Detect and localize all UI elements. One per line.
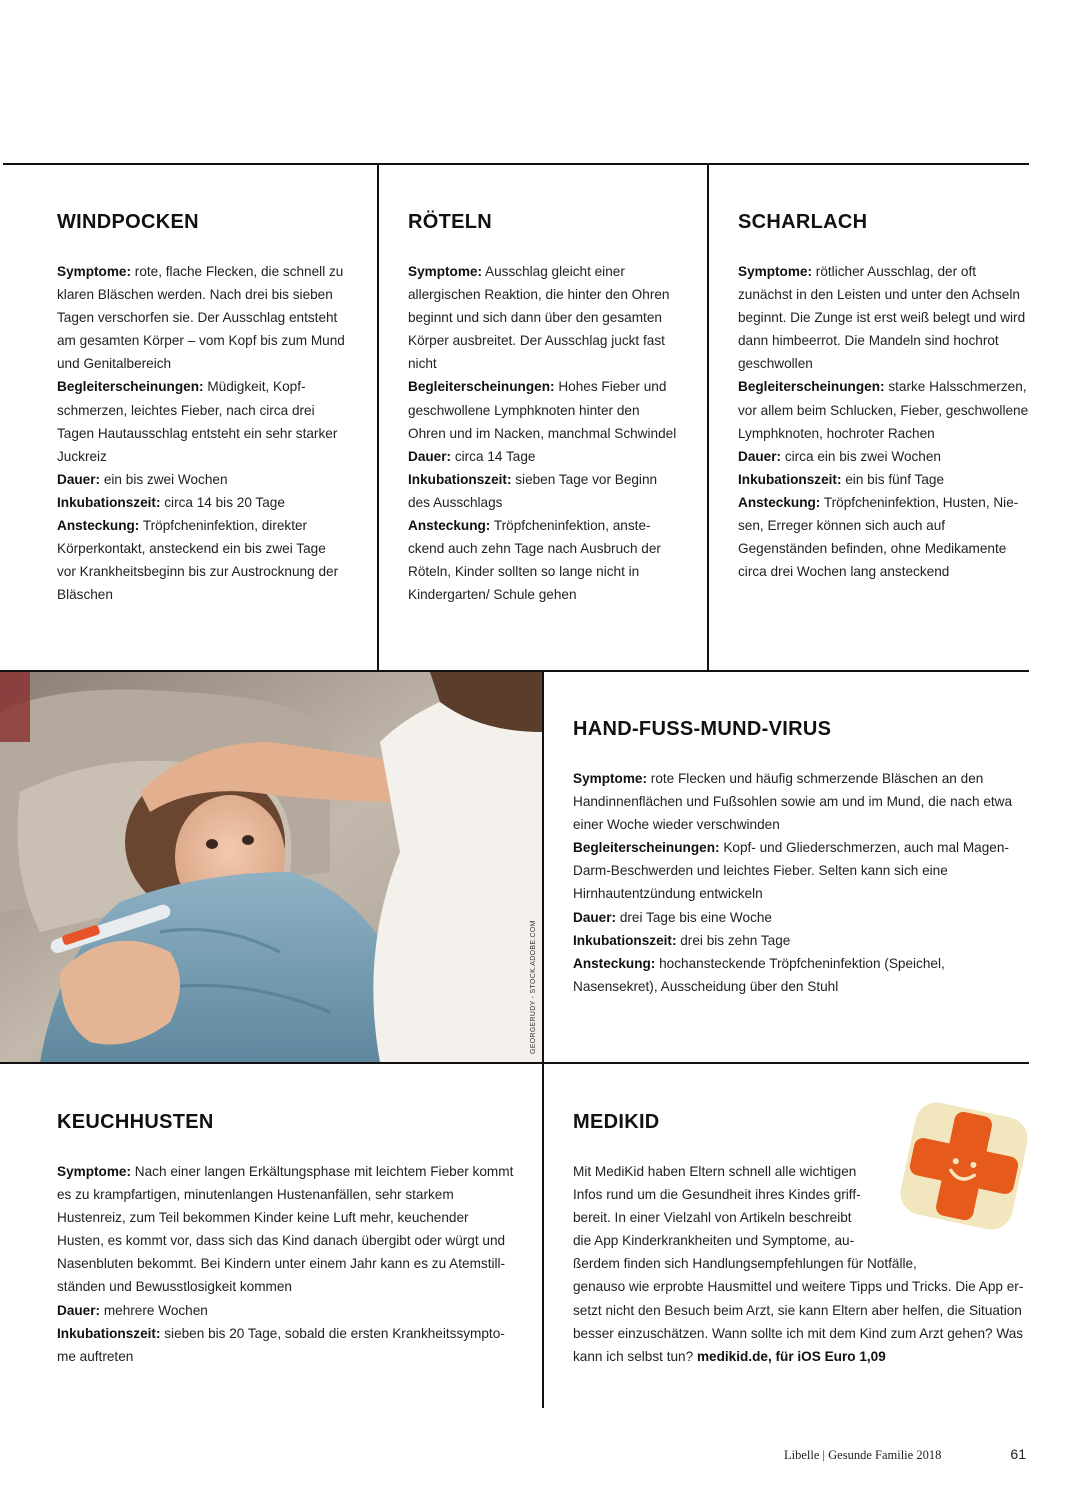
medikid-link: medikid.de, für iOS Euro 1,09 xyxy=(696,1348,886,1364)
section-roeteln xyxy=(408,211,680,606)
vertical-rule-1 xyxy=(377,163,379,671)
section-body: Symptome: Ausschlag gleicht einer allergischen Reaktion, die hinter den Ohren beginnt und sich dann über den gesamten Körper ausbreitet. Der Ausschlag juckt fast nicht Begleiterscheinungen: Hohes Fieber und geschwollene Lymphknoten hinter den Ohren und im Nacken, manchmal Schwindel Dauer: circa 14 Tage Inkubationszeit: sieben Tage vor Beginn des Ausschlags Ansteckung: Tröpfcheninfektion, ansteckend auch zehn Tage nach Ausbruch der Röteln, Kinder sollten so lange nicht in Kindergarten/ Schule gehen xyxy=(408,264,677,603)
section-windpocken xyxy=(57,211,347,606)
medikid-app-icon xyxy=(893,1095,1035,1237)
section-title: WINDPOCKEN xyxy=(57,211,199,233)
page-number: 61 xyxy=(1010,1446,1026,1462)
section-body: Symptome: rote Flecken und häufig schmerzende Bläschen an den Handinnenflächen und Fußsohlen sowie am und im Mund, die nach etwa einer Woche wieder verschwinden Begleiterscheinungen: Kopf- und Gliederschmerzen, auch mal Magen-Darm-Beschwerden und leichtes Fieber. Selten kann sich eine Hirnhautentzündung entwickeln Dauer: drei Tage bis eine Woche Inkubationszeit: drei bis zehn Tage Ansteckung: hochansteckende Tröpfcheninfektion (Speichel, Nasensekret), Ausscheidung über den Stuhl xyxy=(573,771,1013,994)
top-rule xyxy=(3,163,1029,165)
footer-publication: Libelle | Gesunde Familie 2018 xyxy=(784,1448,942,1462)
section-body: Mit MediKid haben Eltern schnell alle wichtigen Infos rund um die Gesundheit ihres Kindes griff- bereit. In einer Vielzahl von Artikeln beschreibt die App Kinderkrankheiten und Symptome, au- ßerdem finden sich Handlungsempfehlungen für Notfälle, genauso wie erprobte Hausmittel und weitere Tipps und Tricks. Die App ersetzt nicht den Besuch beim Arzt, sie kann Eltern aber helfen, die Situation besser einzuschätzen. Wann sollte ich mit dem Kind zum Arzt gehen? Was kann ich selbst tun? medikid.de, für iOS Euro 1,09 xyxy=(573,1164,1024,1364)
section-title: MEDIKID xyxy=(573,1111,660,1133)
section-body: Symptome: rote, flache Flecken, die schnell zu klaren Bläschen werden. Nach drei bis sieben Tagen verschorfen sie. Der Ausschlag entsteht am gesamten Körper – vom Kopf bis zum Mund und Genitalbereich Begleiterscheinungen: Müdigkeit, Kopfschmerzen, leichtes Fieber, nach circa drei Tagen Hautausschlag entsteht ein sehr starker Juckreiz Dauer: ein bis zwei Wochen Inkubationszeit: circa 14 bis 20 Tage Ansteckung: Tröpfcheninfektion, direkter Körperkontakt, ansteckend ein bis zwei Tage vor Krankheitsbeginn bis zur Austrocknung der Bläschen xyxy=(57,264,345,603)
section-title: RÖTELN xyxy=(408,211,493,233)
section-title: KEUCHHUSTEN xyxy=(57,1111,214,1133)
section-hand-fuss-mund xyxy=(573,718,1018,998)
section-title: SCHARLACH xyxy=(738,211,868,233)
vertical-rule-3 xyxy=(542,672,544,1408)
section-scharlach xyxy=(738,211,1030,583)
sick-child-photo xyxy=(0,672,542,1062)
section-body: Symptome: rötlicher Ausschlag, der oft zunächst in den Leisten und unter den Achseln beginnt. Die Zunge ist erst weiß belegt und wird dann himbeerrot. Die Mandeln sind hochrot geschwollen Begleiterscheinungen: starke Halsschmerzen, vor allem beim Schlucken, Fieber, geschwollene Lymphknoten, hochroter Rachen Dauer: circa ein bis zwei Wochen Inkubationszeit: ein bis fünf Tage Ansteckung: Tröpfcheninfektion, Husten, Niesen, Erreger können sich auch auf Gegenständen befinden, ohne Medikamente circa drei Wochen lang ansteckend xyxy=(738,264,1029,580)
section-title: HAND-FUSS-MUND-VIRUS xyxy=(573,718,832,740)
vertical-rule-2 xyxy=(707,163,709,671)
photo-illustration xyxy=(0,672,542,1062)
section-keuchhusten xyxy=(57,1111,515,1368)
photo-credit: GEORGERUDY - STOCK.ADOBE.COM xyxy=(530,920,537,1054)
lower-rule xyxy=(0,1062,1029,1064)
section-body: Symptome: Nach einer langen Erkältungsphase mit leichtem Fieber kommt es zu krampfartigen, minutenlangen Hustenanfällen, sehr starkem Hustenreiz, zum Teil bekommen Kinder keine Luft mehr, keuchender Husten, es kommt vor, dass sich das Kind danach übergibt oder würgt und Nasenbluten bekommt. Bei Kindern unter einem Jahr kann es zu Atemstillständen und Bewusstlosigkeit kommen Dauer: mehrere Wochen Inkubationszeit: sieben bis 20 Tage, sobald die ersten Krankheitssymptome auftreten xyxy=(57,1164,514,1364)
